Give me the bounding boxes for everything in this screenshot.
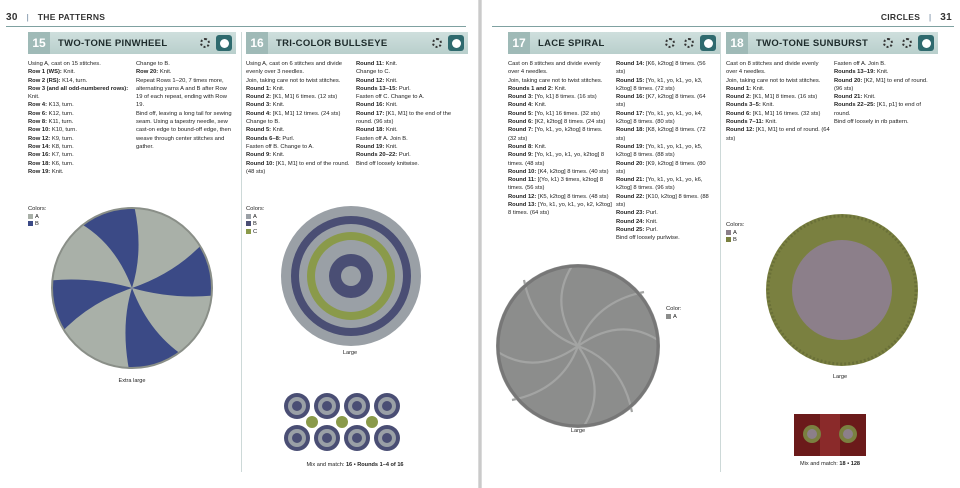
running-head-title: THE PATTERNS	[37, 12, 106, 22]
instruction-line: Round 11: [(Yo, k1) 3 times, k2tog] 8 times. (56 sts)	[508, 177, 604, 192]
pattern-number: 18	[726, 32, 748, 54]
running-head-title: CIRCLES	[880, 12, 921, 22]
colors-label: Colors:	[726, 222, 745, 228]
instruction-line: Round 7: [Yo, k1, yo, k2tog] 8 times. (32 sts)	[508, 127, 603, 142]
instruction-line: Round 1: Knit.	[246, 85, 285, 92]
instruction-line: Round 25: Purl.	[616, 226, 658, 233]
instruction-line: Round 19: Knit.	[356, 143, 398, 150]
right-page	[482, 0, 960, 488]
pattern-title-bar	[246, 32, 468, 54]
instruction-line: Round 3: [Yo, k1] 8 times. (16 sts)	[508, 94, 597, 101]
pattern-title-bar	[508, 32, 720, 54]
instruction-line: Fasten off B. Change to A.	[246, 143, 314, 150]
instruction-line: Rounds 13–19: Knit.	[834, 69, 889, 76]
color-chip	[246, 221, 251, 226]
instruction-line: Round 23: Purl.	[616, 210, 658, 217]
instruction-line: Row 10: K10, turn.	[28, 127, 77, 134]
instruction-line: Round 16: [K7, k2tog] 8 times. (64 sts)	[616, 94, 706, 109]
color-chip	[246, 229, 251, 234]
pattern-title: TWO-TONE SUNBURST	[756, 37, 869, 49]
column-divider	[720, 32, 721, 472]
colors-legend	[246, 206, 264, 236]
color-swatch-entry: C	[246, 229, 264, 237]
instruction-line: Round 16: Knit.	[356, 102, 398, 109]
instruction-line: Round 6: [K1, M1] 16 times. (32 sts)	[726, 110, 821, 117]
instruction-line: Bind off loosely purlwise.	[616, 235, 680, 242]
color-chip	[726, 230, 731, 235]
instructions-col-1	[28, 60, 136, 176]
instructions-col-2	[834, 60, 938, 143]
instruction-line: Round 15: [Yo, k1, yo, k1, yo, k3, k2tog] 8 times. (72 sts)	[616, 77, 703, 92]
instruction-line: Round 4: [K1, M1] 12 times. (24 sts)	[246, 110, 341, 117]
instruction-line: Round 17: [K1, M1] to the end of the round. (96 sts)	[356, 110, 452, 126]
instruction-line: Round 4: Knit.	[508, 102, 547, 109]
instruction-line: Round 5: [Yo, k1] 16 times. (32 sts)	[508, 110, 600, 117]
instruction-line: Round 12: [K5, k2tog] 8 times. (48 sts)	[508, 193, 609, 200]
swatch-size-caption: Extra large	[118, 378, 146, 384]
instruction-line: Round 18: [K8, k2tog] 8 times. (72 sts)	[616, 127, 706, 142]
colors-label: Color:	[666, 306, 682, 312]
circle-round-icon	[918, 35, 934, 51]
instruction-line: Row 6: K12, turn.	[28, 110, 74, 117]
instruction-line: Row 14: K8, turn.	[28, 143, 74, 150]
instruction-line: Change to B.	[246, 119, 280, 126]
instruction-line: Round 21: [Yo, k1, yo, k1, yo, k6, k2tog] 8 times. (96 sts)	[616, 177, 703, 192]
right-running-head: CIRCLES | 31	[880, 12, 952, 23]
instruction-line: Cast on 8 stitches and divide evenly over 4 needles.	[726, 61, 819, 76]
colors-legend	[666, 306, 681, 321]
instruction-line: Rounds 7–11: Knit.	[726, 119, 777, 126]
pattern-title-bar	[726, 32, 938, 54]
instruction-line: Cast on 8 stitches and divide evenly over 4 needles.	[508, 61, 601, 76]
instruction-line: Using A, cast on 15 stitches.	[28, 61, 101, 67]
instruction-line: Row 18: K6, turn.	[28, 160, 74, 167]
instruction-line: Row 8: K11, turn.	[28, 119, 74, 126]
page-number: 31	[940, 12, 952, 23]
swatch-size-caption: Large	[342, 350, 358, 356]
left-page	[0, 0, 478, 488]
instruction-line: Rounds 1 and 2: Knit.	[508, 85, 567, 92]
instruction-line: Round 19: [Yo, k1, yo, k1, yo, k5, k2tog] 8 times. (88 sts)	[616, 143, 703, 159]
color-swatch-entry: B	[726, 237, 744, 245]
instruction-line: Change to C.	[356, 69, 391, 76]
instruction-line: Round 5: Knit.	[246, 127, 285, 134]
instruction-line: Row 19: Knit.	[28, 168, 64, 175]
color-swatch-entry: B	[28, 221, 46, 229]
instruction-line: Round 6: [K2, k2tog] 8 times. (24 sts)	[508, 119, 606, 126]
instruction-line: Rounds 6–8: Purl.	[246, 135, 295, 142]
instruction-line: Round 10: [K1, M1] to end of the round. (48 sts)	[246, 160, 350, 175]
instruction-line: Round 14: [K6, k2tog] 8 times. (56 sts)	[616, 61, 706, 76]
instruction-line: Round 24: Knit.	[616, 218, 658, 225]
color-swatch-entry: B	[246, 221, 264, 229]
pattern-15	[28, 32, 236, 176]
instruction-line: Row 3 (and all odd-numbered rows): Knit.	[28, 85, 129, 101]
instruction-line: Round 3: Knit.	[246, 102, 285, 109]
mix-and-match-image	[792, 412, 868, 458]
instruction-line: Round 10: [K4, k2tog] 8 times. (40 sts)	[508, 168, 609, 175]
instruction-line: Round 9: Knit.	[246, 152, 285, 159]
instruction-line: Change to B.	[136, 61, 170, 67]
instructions-col-2	[356, 60, 468, 176]
instruction-line: Join, taking care not to twist stitches.	[246, 77, 341, 84]
instruction-line: Round 13: [Yo, k1, yo, k1, yo, k2, k2tog] 8 times. (64 sts)	[508, 202, 612, 217]
color-swatch-entry: A	[666, 314, 681, 322]
flower-icon	[880, 35, 896, 51]
instruction-line: Round 12: Knit.	[356, 77, 398, 84]
instruction-line: Round 12: [K1, M1] to end of round. (64 sts)	[726, 127, 830, 142]
circle-round-icon	[700, 35, 716, 51]
instruction-line: Rounds 20–22: Purl.	[356, 152, 411, 159]
pattern-number: 15	[28, 32, 50, 54]
color-swatch-entry: A	[726, 230, 744, 238]
color-swatch-entry: A	[28, 214, 46, 222]
pattern-title: LACE SPIRAL	[538, 37, 605, 49]
pinwheel-swatch-image	[44, 200, 220, 376]
instruction-line: Round 18: Knit.	[356, 127, 398, 134]
instruction-line: Bind off, leaving a long tail for sewing seam. Using a tapestry needle, sew cast-on edge to bound-off edge, then weave through center stitches and gather.	[136, 110, 232, 150]
colors-legend	[726, 222, 744, 245]
instructions-col-2	[136, 60, 236, 176]
instruction-line: Fasten off A. Join B.	[834, 61, 886, 67]
instruction-line: Rounds 13–15: Purl.	[356, 85, 411, 92]
page-number: 30	[6, 12, 18, 23]
mix-and-match-caption: Mix and match: 16 • Rounds 1–4 of 16	[306, 462, 404, 468]
bullseye-swatch-image	[278, 203, 424, 349]
instructions-col-1	[726, 60, 834, 143]
header-rule	[492, 26, 954, 27]
instruction-line: Round 20: [K2, M1] to end of round. (96 sts)	[834, 77, 928, 92]
colors-label: Colors:	[28, 206, 47, 212]
pattern-number: 16	[246, 32, 268, 54]
instruction-line: Join, taking care not to twist stitches.	[726, 77, 821, 84]
instructions-col-1	[508, 60, 616, 243]
instructions-col-2	[616, 60, 720, 243]
pattern-18	[726, 32, 938, 143]
mix-and-match-caption: Mix and match: 18 • 128	[799, 461, 861, 467]
instruction-line: Bind off loosely knitwise.	[356, 160, 420, 167]
colors-label: Colors:	[246, 206, 265, 212]
header-rule	[6, 26, 466, 27]
color-chip	[28, 214, 33, 219]
instruction-line: Bind off loosely in rib pattern.	[834, 119, 909, 126]
pattern-title: TRI-COLOR BULLSEYE	[276, 37, 388, 49]
instruction-line: Row 2 (RS): K14, turn.	[28, 77, 88, 84]
instruction-line: Fasten off C. Change to A.	[356, 94, 425, 101]
pattern-title-bar	[28, 32, 236, 54]
instructions-col-1	[246, 60, 356, 176]
left-running-head: 30 | THE PATTERNS	[6, 12, 106, 23]
pattern-title: TWO-TONE PINWHEEL	[58, 37, 168, 49]
instruction-line: Rounds 22–25: [K1, p1] to end of round.	[834, 102, 922, 117]
pattern-17	[508, 32, 720, 243]
instruction-line: Repeat Rows 1–20, 7 times more, alternating yarns A and B after Row 19 of each repeat, ending with Row 19.	[136, 77, 227, 109]
color-chip	[666, 314, 671, 319]
instruction-line: Row 12: K9, turn.	[28, 135, 74, 142]
instruction-line: Row 20: Knit.	[136, 69, 172, 76]
color-chip	[28, 221, 33, 226]
instruction-line: Round 1: Knit.	[726, 85, 765, 92]
color-chip	[726, 237, 731, 242]
column-divider	[241, 32, 242, 472]
instruction-line: Join, taking care not to twist stitches.	[508, 77, 603, 84]
flower-icon	[681, 35, 697, 51]
swatch-size-caption: Large	[832, 374, 848, 380]
flower-icon	[662, 35, 678, 51]
instruction-line: Round 8: Knit.	[508, 143, 547, 150]
swatch-size-caption: Large	[570, 428, 586, 434]
instruction-line: Round 2: [K1, M1] 6 times. (12 sts)	[246, 94, 338, 101]
pattern-16	[246, 32, 468, 176]
pattern-number: 17	[508, 32, 530, 54]
mix-and-match-image	[283, 392, 419, 458]
instruction-line: Row 4: K13, turn.	[28, 102, 74, 109]
instruction-line: Round 20: [K9, k2tog] 8 times. (80 sts)	[616, 160, 706, 175]
sunburst-swatch-image	[764, 212, 920, 368]
instruction-line: Round 2: [K1, M1] 8 times. (16 sts)	[726, 94, 818, 101]
instruction-line: Row 16: K7, turn.	[28, 152, 74, 159]
instruction-line: Round 9: [Yo, k1, yo, k1, yo, k2tog] 8 times. (48 sts)	[508, 152, 605, 167]
flower-icon	[197, 35, 213, 51]
instruction-line: Fasten off A. Join B.	[356, 135, 408, 142]
instruction-line: Rounds 3–5: Knit.	[726, 102, 775, 109]
instruction-line: Round 17: [Yo, k1, yo, k1, yo, k4, k2tog] 8 times. (80 sts)	[616, 110, 703, 126]
flower-icon	[899, 35, 915, 51]
circle-round-icon	[448, 35, 464, 51]
flower-icon	[429, 35, 445, 51]
instruction-line: Round 21: Knit.	[834, 94, 876, 101]
color-chip	[246, 214, 251, 219]
color-swatch-entry: A	[246, 214, 264, 222]
lace-spiral-swatch-image	[494, 262, 662, 430]
instruction-line: Round 11: Knit.	[356, 61, 398, 67]
instruction-line: Row 1 (WS): Knit.	[28, 69, 76, 76]
instruction-line: Using A, cast on 6 stitches and divide evenly over 3 needles.	[246, 61, 343, 76]
instruction-line: Round 22: [K10, k2tog] 8 times. (88 sts)	[616, 193, 709, 209]
circle-round-icon	[216, 35, 232, 51]
